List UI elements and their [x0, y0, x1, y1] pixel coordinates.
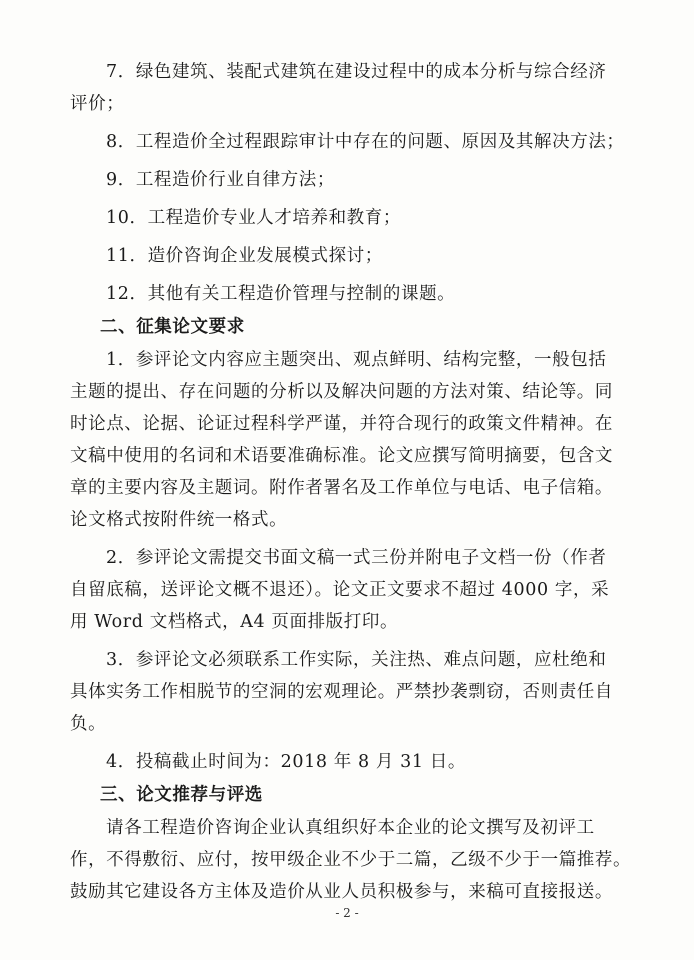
list-item-9: 9．工程造价行业自律方法；	[106, 170, 335, 190]
paragraph-line: 章的主要内容及主题词。附作者署名及工作单位与电话、电子信箱。	[70, 478, 613, 498]
paragraph-line: 1．参评论文内容应主题突出、观点鲜明、结构完整，一般包括	[106, 350, 607, 370]
section-heading-recommendation: 三、论文推荐与评选	[100, 785, 263, 805]
paragraph-line: 论文格式按附件统一格式。	[70, 510, 288, 530]
paragraph-line: 主题的提出、存在问题的分析以及解决问题的方法对策、结论等。同	[70, 382, 613, 402]
list-item-8: 8．工程造价全过程跟踪审计中存在的问题、原因及其解决方法；	[106, 132, 625, 152]
paragraph-line: 鼓励其它建设各方主体及造价从业人员积极参与，来稿可直接报送。	[70, 882, 613, 902]
paragraph-line: 作，不得敷衍、应付，按甲级企业不少于二篇，乙级不少于一篇推荐。	[70, 850, 632, 870]
paragraph-line: 2．参评论文需提交书面文稿一式三份并附电子文档一份（作者	[106, 548, 607, 568]
paragraph-line: 请各工程造价咨询企业认真组织好本企业的论文撰写及初评工	[106, 818, 595, 838]
paragraph-line: 自留底稿，送评论文概不退还）。论文正文要求不超过 4000 字，采	[70, 580, 610, 600]
paragraph-line: 文稿中使用的名词和术语要准确标准。论文应撰写简明摘要，包含文	[70, 446, 613, 466]
section-heading-requirements: 二、征集论文要求	[100, 317, 245, 337]
list-item-7-continuation: 评价；	[70, 94, 125, 114]
paragraph-line: 时论点、论据、论证过程科学严谨，并符合现行的政策文件精神。在	[70, 414, 613, 434]
paragraph-line: 用 Word 文档格式，A4 页面排版打印。	[70, 612, 399, 632]
list-item-11: 11．造价咨询企业发展模式探讨；	[106, 246, 383, 266]
paragraph-line: 4．投稿截止时间为：2018 年 8 月 31 日。	[106, 752, 466, 772]
list-item-12: 12．其他有关工程造价管理与控制的课题。	[106, 284, 456, 304]
paragraph-line: 负。	[70, 714, 107, 734]
page-number: - 2 -	[335, 906, 359, 920]
paragraph-line: 3．参评论文必须联系工作实际，关注热、难点问题，应杜绝和	[106, 650, 607, 670]
list-item-7: 7．绿色建筑、装配式建筑在建设过程中的成本分析与综合经济	[106, 62, 607, 82]
document-body	[70, 56, 632, 908]
list-item-10: 10．工程造价专业人才培养和教育；	[106, 208, 401, 228]
paragraph-line: 具体实务工作相脱节的空洞的宏观理论。严禁抄袭剽窃，否则责任自	[70, 682, 613, 702]
